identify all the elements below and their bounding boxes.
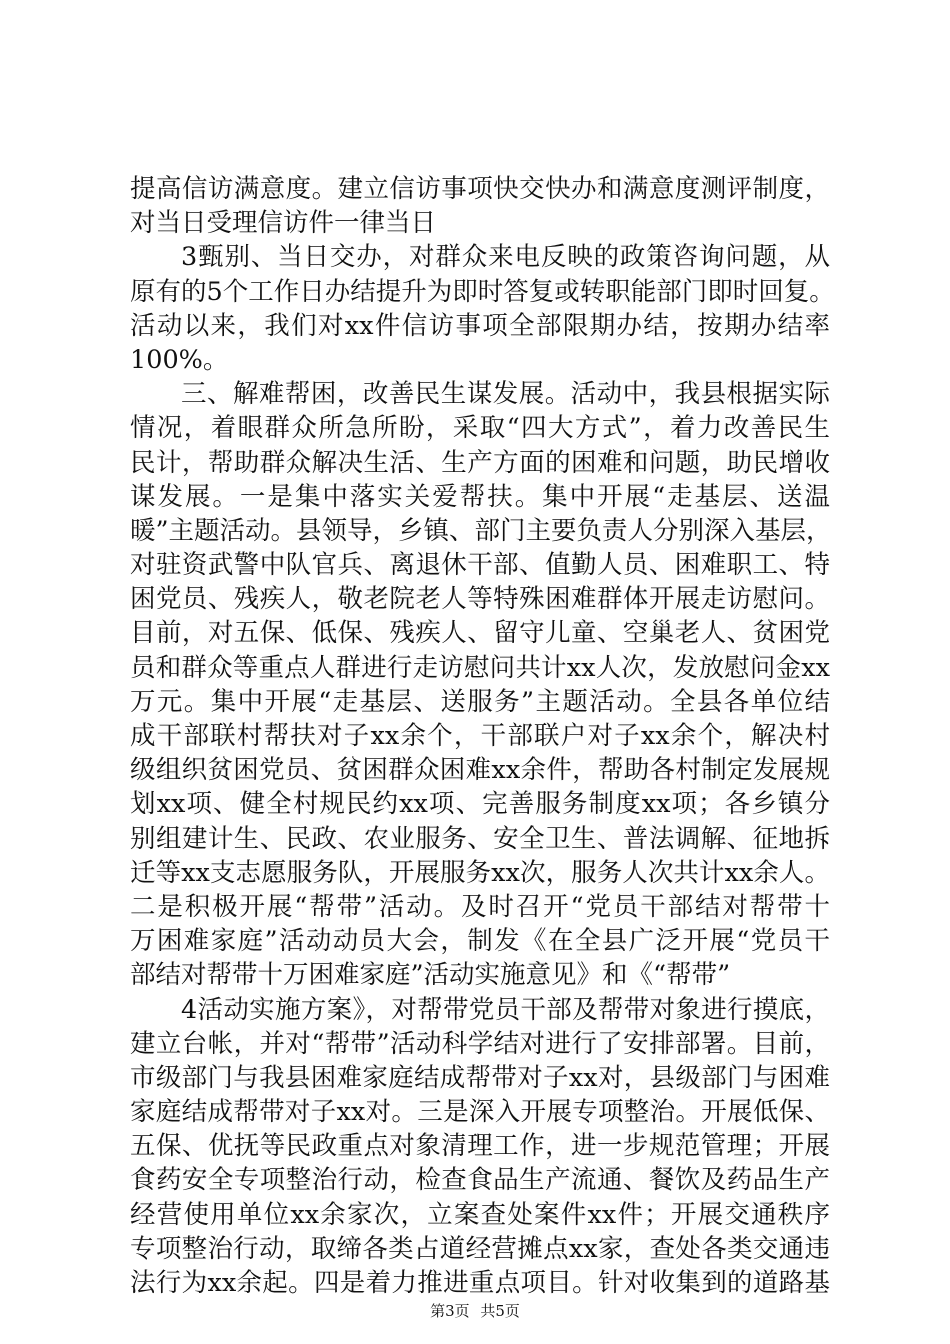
text-line: 提高信访满意度。建立信访事项快交快办和满意度测评制度， [130,174,830,204]
text-line: 划xx项、健全村规民约xx项、完善服务制度xx项；各乡镇分 [130,789,830,820]
text-line: 二是积极开展“帮带”活动。及时召开“党员干部结对帮带十 [130,891,830,922]
text-line: 万元。集中开展“走基层、送服务”主题活动。全县各单位结 [130,686,830,717]
text-line: 食药安全专项整治行动，检查食品生产流通、餐饮及药品生产 [130,1165,830,1196]
text-line: 成干部联村帮扶对子xx余个，干部联户对子xx余个，解决村 [130,721,830,751]
text-line: 级组织贫困党员、贫困群众困难xx余件，帮助各村制定发展规 [130,755,830,786]
text-line: 家庭结成帮带对子xx对。三是深入开展专项整治。开展低保、 [130,1097,830,1128]
text-line: 谋发展。一是集中落实关爱帮扶。集中开展“走基层、送温 [130,481,830,512]
text-line: 4活动实施方案》，对帮带党员干部及帮带对象进行摸底， [181,994,830,1025]
text-line: 别组建计生、民政、农业服务、安全卫生、普法调解、征地拆 [130,823,830,854]
text-line: 活动以来，我们对xx件信访事项全部限期办结，按期办结率 [130,310,830,341]
page-number: 第3页 [430,1302,470,1320]
text-line: 对当日受理信访件一律当日 [130,208,437,239]
text-line: 专项整治行动，取缔各类占道经营摊点xx家，查处各类交通违 [130,1233,830,1264]
text-line: 情况，着眼群众所急所盼，采取“四大方式”，着力改善民生 [130,413,830,444]
page-total: 共5页 [480,1302,520,1320]
text-line: 建立台帐，并对“帮带”活动科学结对进行了安排部署。目前， [130,1028,830,1059]
text-line: 原有的5个工作日办结提升为即时答复或转职能部门即时回复。 [130,276,835,307]
text-line: 市级部门与我县困难家庭结成帮带对子xx对，县级部门与困难 [130,1062,830,1093]
text-line: 万困难家庭”活动动员大会，制发《在全县广泛开展“党员干 [130,926,830,957]
text-line: 员和群众等重点人群进行走访慰问共计xx人次，发放慰问金xx [130,652,830,683]
text-line: 民计，帮助群众解决生活、生产方面的困难和问题，助民增收 [130,447,830,478]
text-line: 迁等xx支志愿服务队，开展服务xx次，服务人次共计xx余人。 [130,857,830,888]
text-line: 经营使用单位xx余家次，立案查处案件xx件；开展交通秩序 [130,1199,830,1230]
text-line: 暖”主题活动。县领导，乡镇、部门主要负责人分别深入基层， [130,515,832,546]
text-line: 3甄别、当日交办，对群众来电反映的政策咨询问题，从 [181,242,830,273]
text-line: 法行为xx余起。四是着力推进重点项目。针对收集到的道路基 [130,1268,830,1298]
text-line: 五保、优抚等民政重点对象清理工作，进一步规范管理；开展 [130,1131,830,1162]
page-footer [0,1301,950,1321]
text-line: 目前，对五保、低保、残疾人、留守儿童、空巢老人、贫困党 [130,618,830,649]
text-line: 100%。 [130,344,229,375]
text-line: 三、解难帮困，改善民生谋发展。活动中，我县根据实际 [181,379,830,410]
text-line: 对驻资武警中队官兵、离退休干部、值勤人员、困难职工、特 [130,550,830,581]
text-line: 困党员、残疾人，敬老院老人等特殊困难群体开展走访慰问。 [130,584,830,615]
document-body [130,172,835,1300]
text-line: 部结对帮带十万困难家庭”活动实施意见》和《“帮带” [130,960,731,991]
